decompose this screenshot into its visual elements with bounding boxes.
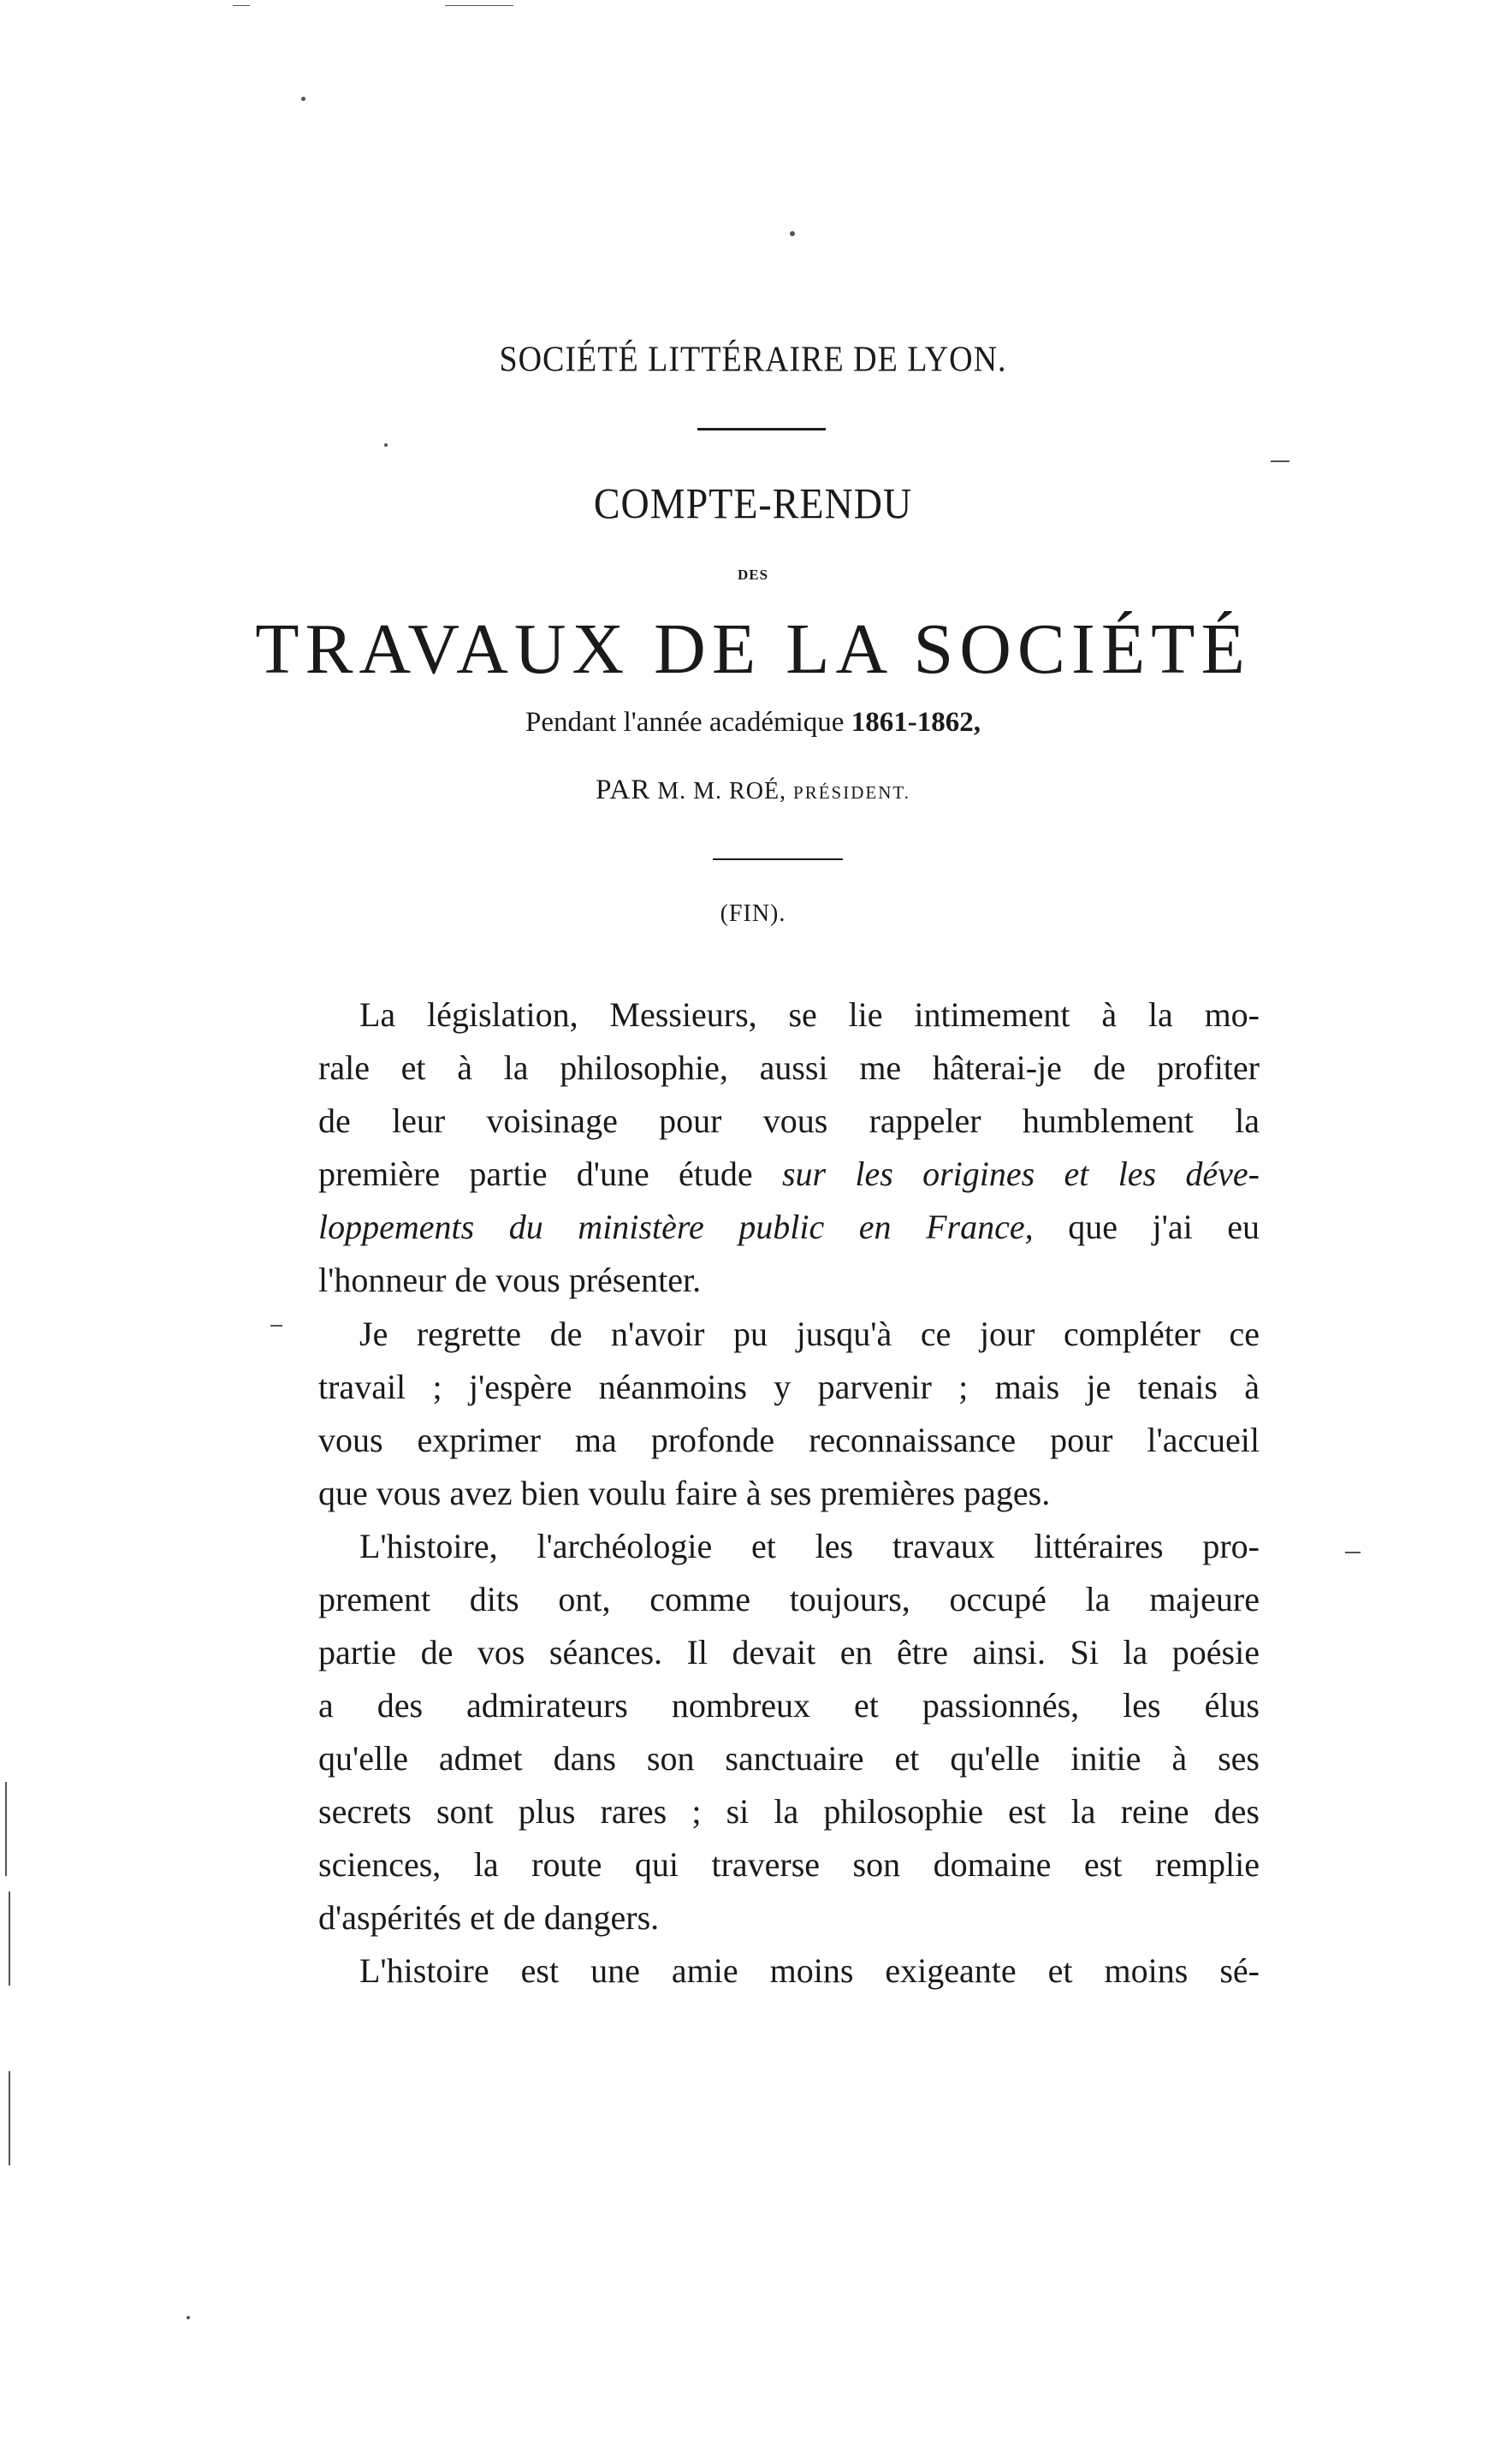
text-line-mixed xyxy=(318,1154,1260,1195)
text-line-mixed xyxy=(318,1207,1260,1248)
text-line: rale et à la philosophie, aussi me hâterai-je de profiter xyxy=(318,1048,1260,1087)
italic-segment: loppements du ministère public en France, xyxy=(318,1208,1034,1246)
scan-speck xyxy=(187,2316,190,2319)
text-line: l'honneur de vous présenter. xyxy=(318,1261,702,1299)
header-divider xyxy=(697,428,826,430)
text-line: de leur voisinage pour vous rappeler humblement la xyxy=(318,1101,1260,1140)
scan-margin-line xyxy=(5,1782,7,1876)
scan-margin-line xyxy=(9,1891,10,1986)
scan-speck xyxy=(270,1325,282,1327)
academic-year-text: Pendant l'année académique xyxy=(525,707,845,738)
text-line: sciences, la route qui traverse son domaine est remplie xyxy=(318,1845,1260,1884)
italic-segment: sur les origines et les déve- xyxy=(781,1155,1260,1193)
text-line: La législation, Messieurs, se lie intimement à la mo- xyxy=(359,995,1260,1034)
scan-speck xyxy=(384,443,388,447)
scan-margin-line xyxy=(9,2071,10,2165)
text-segment: que j'ai eu xyxy=(1068,1208,1260,1246)
text-segment: première partie d'une étude xyxy=(318,1155,753,1193)
fin-label: (FIN). xyxy=(720,900,786,927)
text-line: partie de vos séances. Il devait en être ainsi. Si la poésie xyxy=(318,1633,1260,1671)
des-label: DES xyxy=(737,567,769,583)
text-line: L'histoire, l'archéologie et les travaux littéraires pro- xyxy=(359,1527,1260,1565)
author-byline xyxy=(0,775,1506,806)
academic-year-line xyxy=(0,707,1506,739)
text-line: vous exprimer ma profonde reconnaissance pour l'accueil xyxy=(318,1421,1260,1459)
text-line: qu'elle admet dans son sanctuaire et qu'elle initie à ses xyxy=(318,1739,1260,1778)
compte-rendu-heading: COMPTE-RENDU xyxy=(593,479,913,528)
society-heading: SOCIÉTÉ LITTÉRAIRE DE LYON. xyxy=(499,339,1007,380)
byline-par: PAR xyxy=(596,775,651,805)
text-line: L'histoire est une amie moins exigeante et moins sé- xyxy=(359,1951,1260,1990)
text-line: prement dits ont, comme toujours, occupé la majeure xyxy=(318,1580,1260,1618)
scan-speck xyxy=(301,97,305,101)
scan-speck xyxy=(1271,460,1290,462)
byline-author: M. M. ROÉ, xyxy=(657,778,787,805)
text-line: d'aspérités et de dangers. xyxy=(318,1898,660,1937)
scan-edge-line xyxy=(445,5,513,6)
text-line: Je regrette de n'avoir pu jusqu'à ce jour compléter ce xyxy=(359,1315,1260,1353)
scan-edge-line xyxy=(233,5,250,6)
academic-years: 1861-1862, xyxy=(851,707,981,738)
scan-speck xyxy=(790,231,795,236)
text-line: a des admirateurs nombreux et passionnés, les élus xyxy=(318,1686,1260,1725)
scan-speck xyxy=(1345,1552,1361,1553)
page-title: TRAVAUX DE LA SOCIÉTÉ xyxy=(255,609,1251,689)
text-line: travail ; j'espère néanmoins y parvenir ; mais je tenais à xyxy=(318,1368,1260,1406)
text-line: que vous avez bien voulu faire à ses premières pages. xyxy=(318,1474,1051,1512)
byline-role: PRÉSIDENT. xyxy=(793,782,910,803)
text-line: secrets sont plus rares ; si la philosophie est la reine des xyxy=(318,1792,1260,1831)
section-divider xyxy=(713,858,843,860)
